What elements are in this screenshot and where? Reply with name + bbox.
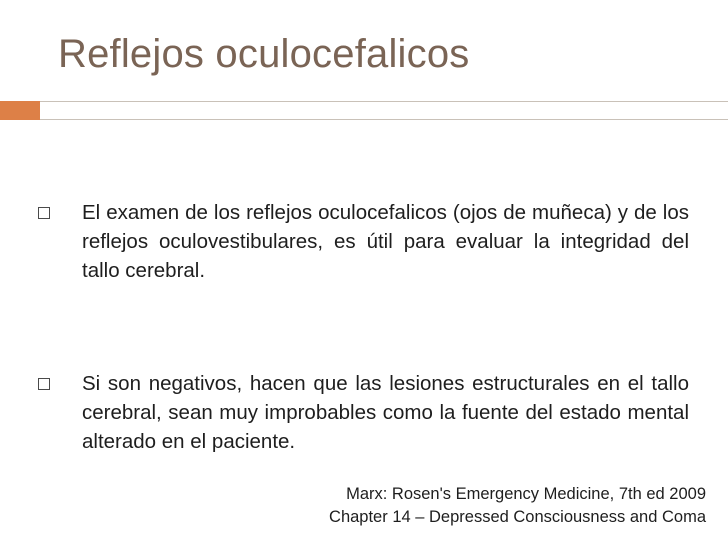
title-accent-block <box>0 101 40 120</box>
square-bullet-icon <box>38 378 50 390</box>
bullet-text-2: Si son negativos, hacen que las lesiones estructurales en el tallo cerebral, sean muy improbables como la fuente del estado mental alterado en el paciente. <box>82 372 689 453</box>
citation-line-2: Chapter 14 – Depressed Consciousness and Coma <box>329 508 706 526</box>
citation-line-1: Marx: Rosen's Emergency Medicine, 7th ed 2009 <box>346 485 706 503</box>
bullet-text-1: El examen de los reflejos oculocefalicos (ojos de muñeca) y de los reflejos oculovestibulares, es útil para evaluar la integridad del tallo cerebral. <box>82 201 689 282</box>
citation <box>329 483 706 529</box>
square-bullet-icon <box>38 207 50 219</box>
title-rule-top <box>40 101 728 102</box>
slide-title: Reflejos oculocefalicos <box>58 32 470 76</box>
title-rule-bottom <box>40 119 728 120</box>
